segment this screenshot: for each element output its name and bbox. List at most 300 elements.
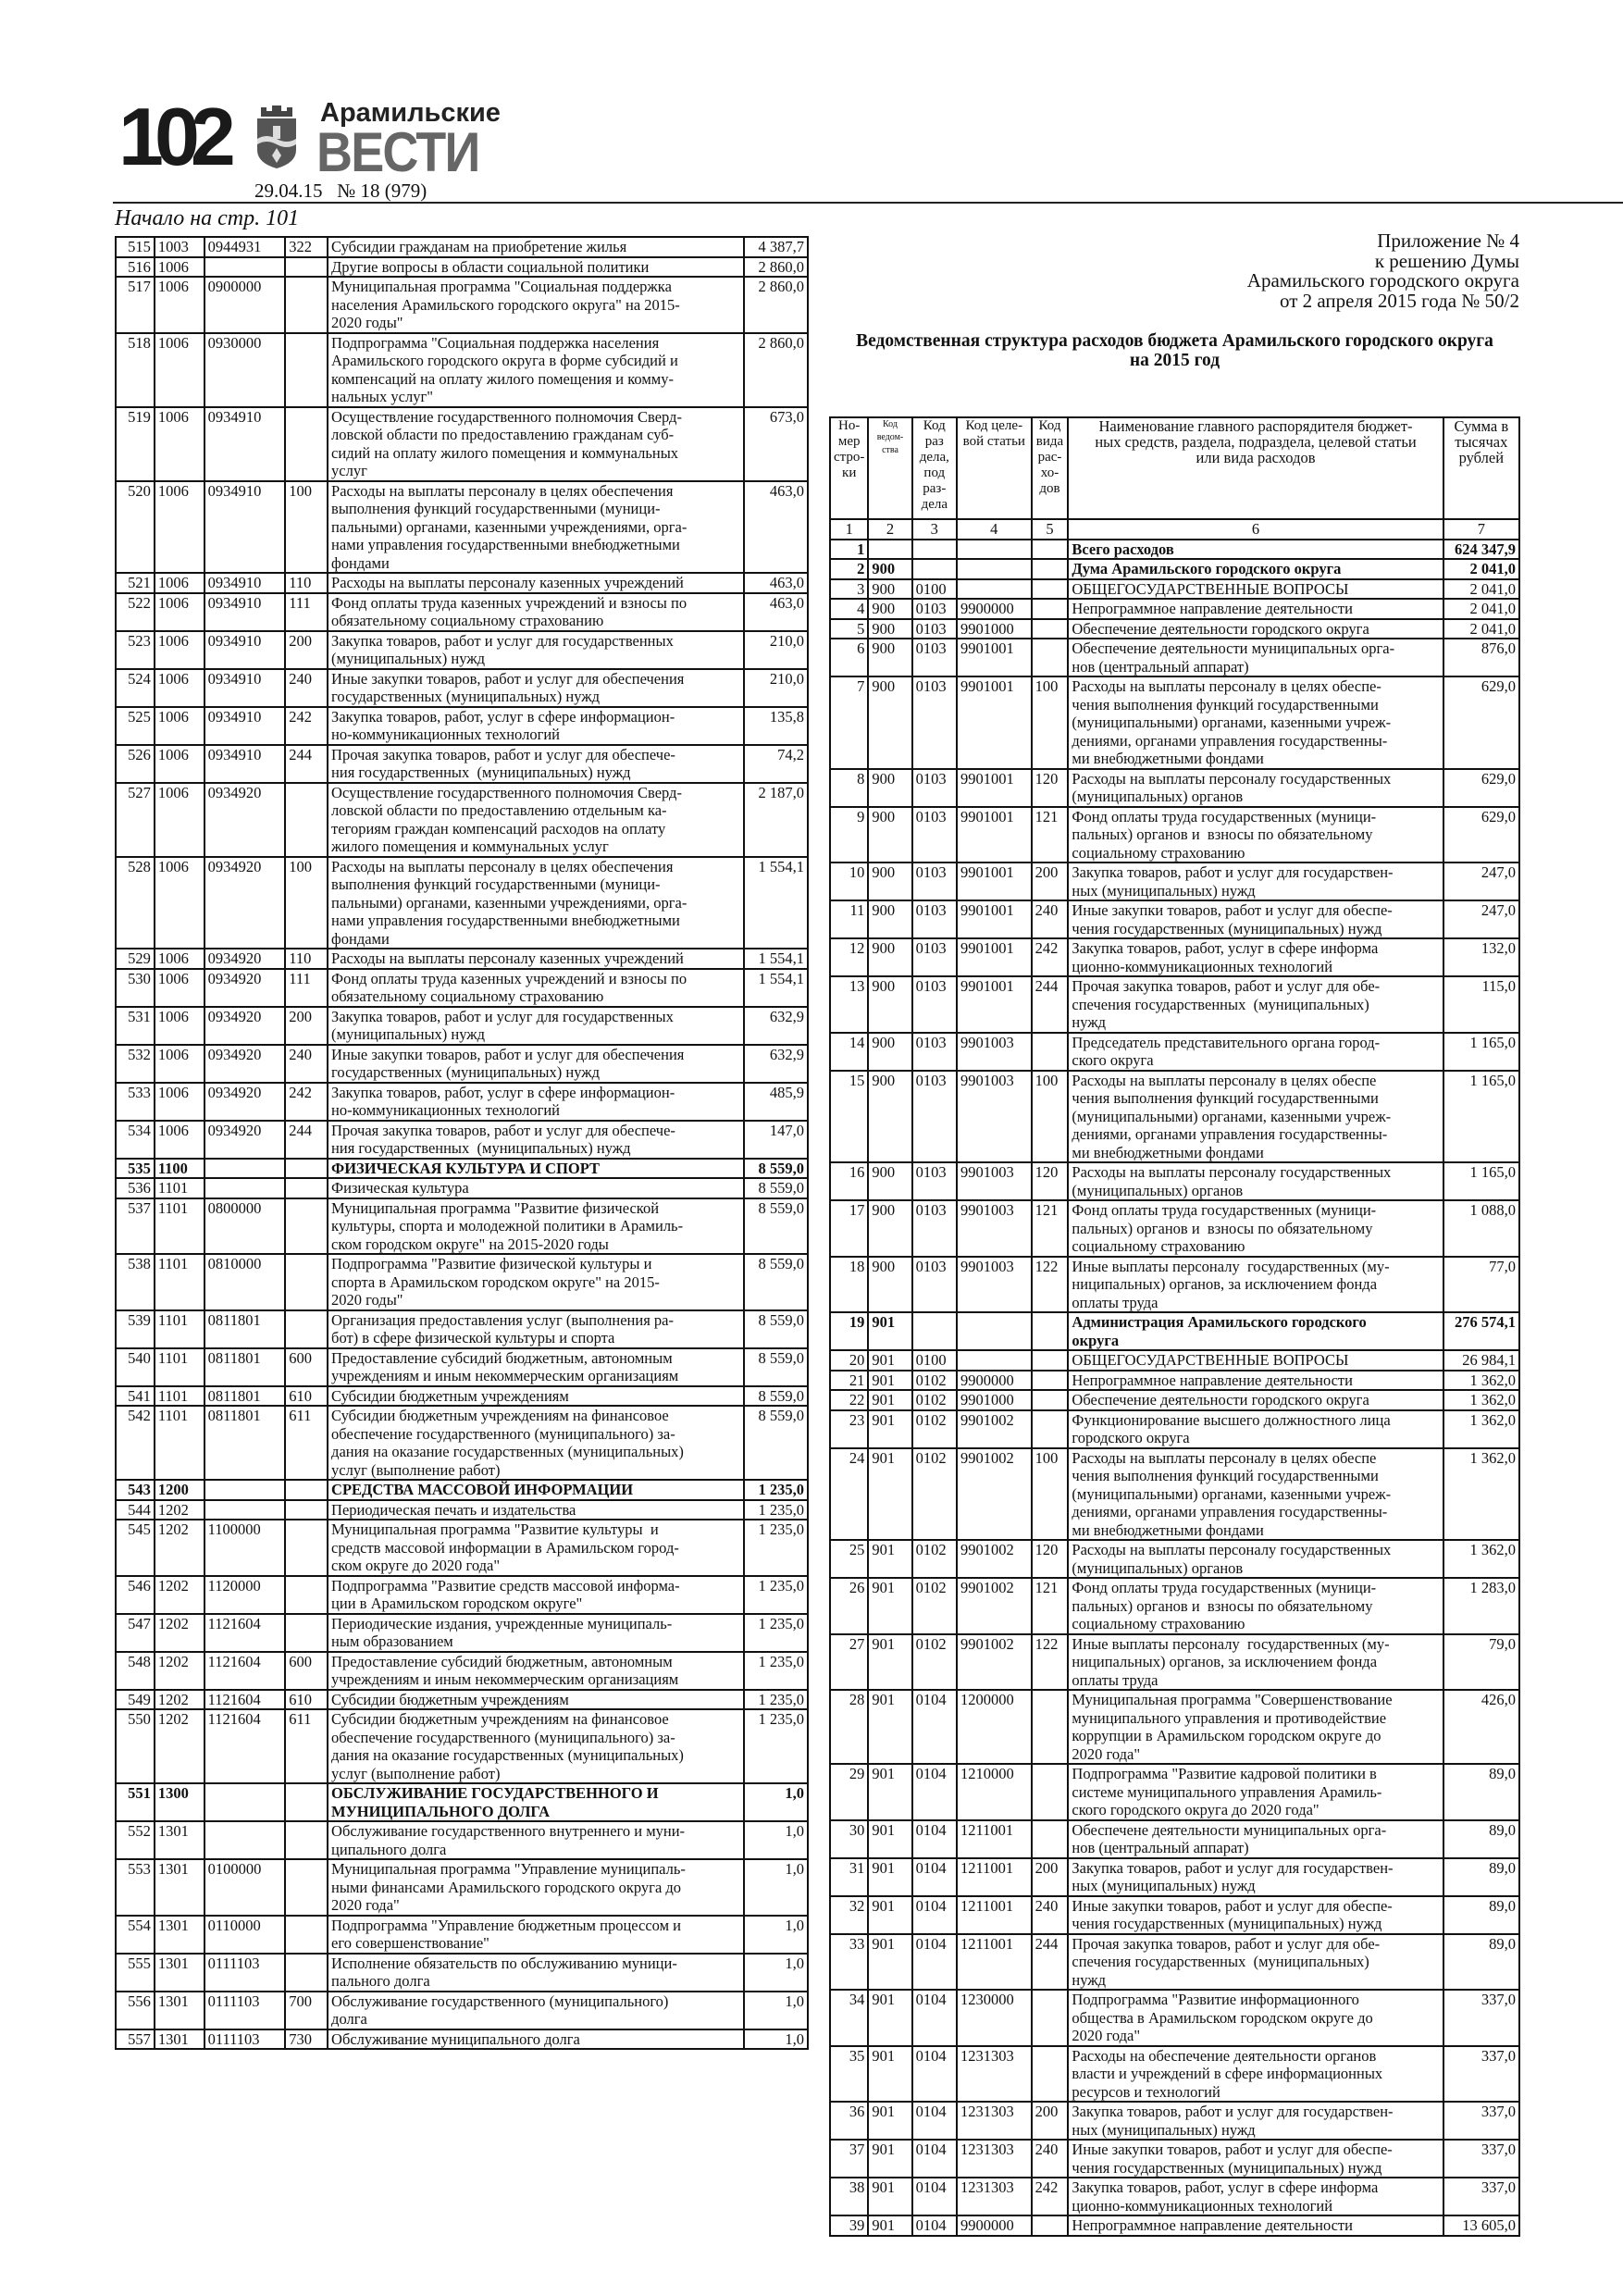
table-row [830,676,1519,769]
cell-name: ОБСЛУЖИВАНИЕ ГОСУДАРСТВЕННОГО И МУНИЦИПАЛЬНОГО ДОЛГА [328,1783,744,1821]
cell-name: Фонд оплаты труда казенных учреждений и взносы по обязательному социальному страхованию [328,969,744,1007]
cell-vr: 200 [1032,2102,1069,2140]
table-row [116,237,808,257]
cell-name: Периодические издания, учрежденные муниципаль- ным образованием [328,1614,744,1652]
right-budget-table [829,416,1520,2237]
cell-rz: 0102 [912,1540,957,1578]
cell-ved: 901 [868,1764,911,1820]
cell-csr: 9901001 [957,769,1032,807]
cell-vr: 100 [285,481,328,574]
cell-sum: 210,0 [744,631,808,669]
cell-sum: 1 235,0 [744,1614,808,1652]
cell-n: 535 [116,1159,155,1179]
header-cell: Но- мер стро- ки [830,417,868,519]
cell-n: 545 [116,1520,155,1576]
cell-sum: 1 362,0 [1443,1390,1519,1410]
cell-csr: 1210000 [957,1764,1032,1820]
cell-n: 556 [116,1992,155,2029]
cell-sum: 463,0 [744,593,808,631]
cell-csr: 0800000 [204,1198,286,1255]
cell-sum: 1 554,1 [744,969,808,1007]
cell-sum: 337,0 [1443,1990,1519,2046]
cell-ved: 901 [868,1540,911,1578]
cell-vr: 730 [285,2029,328,2050]
left-budget-table [115,236,809,2050]
cell-name: Фонд оплаты труда государственных (муници- пальных) органов и взносы по обязательному социальному страхованию [1068,807,1443,863]
cell-vr [285,1159,328,1179]
cell-csr [957,559,1032,579]
cell-ved: 901 [868,1410,911,1448]
cell-rz: 0103 [912,976,957,1033]
cell-name: Прочая закупка товаров, работ и услуг для обе- спечения государственных (муниципальных) нужд [1068,1934,1443,1991]
cell-csr: 0934910 [204,631,286,669]
cell-csr: 9901003 [957,1257,1032,1313]
cell-n: 550 [116,1709,155,1783]
cell-rz: 1301 [155,2029,204,2050]
cell-rz: 0103 [912,1200,957,1257]
cell-name: Обеспечение деятельности городского округа [1068,1390,1443,1410]
table-row [830,1820,1519,1858]
cell-n: 539 [116,1310,155,1348]
cell-rz: 1301 [155,1859,204,1916]
cell-name: Подпрограмма "Развитие кадровой политики в системе муниципального управления Арамиль- ского городского округа до 2020 года" [1068,1764,1443,1820]
cell-rz: 0103 [912,863,957,900]
table-row [116,631,808,669]
table-row [116,1159,808,1179]
table-row [116,1198,808,1255]
cell-csr: 1231303 [957,2178,1032,2215]
cell-rz: 1006 [155,257,204,278]
cell-name: Расходы на выплаты персоналу в целях обеспечения выполнения функций государственными (муници- пальными) органами, казенными учреждениями, орга- нами управления государственными внебюджетными фондами [328,857,744,949]
cell-name: Муниципальная программа "Развитие физической культуры, спорта и молодежной политики в Арамиль- ском городском округе" на 2015-2020 годы [328,1198,744,1255]
cell-n: 8 [830,769,868,807]
cell-vr: 111 [285,969,328,1007]
cell-ved: 901 [868,1990,911,2046]
cell-vr [1032,639,1069,676]
cell-n: 10 [830,863,868,900]
cell-name: ОБЩЕГОСУДАРСТВЕННЫЕ ВОПРОСЫ [1068,1350,1443,1371]
cell-vr [285,1916,328,1954]
table-row [830,2215,1519,2236]
cell-vr: 121 [1032,807,1069,863]
cell-n: 32 [830,1896,868,1934]
cell-csr: 1211001 [957,1858,1032,1896]
cell-name: Подпрограмма "Управление бюджетным процессом и его совершенствование" [328,1916,744,1954]
cell-rz: 1202 [155,1709,204,1783]
cell-ved: 901 [868,1858,911,1896]
cell-n: 524 [116,669,155,707]
table-row [116,783,808,857]
cell-name: Функционирование высшего должностного лица городского округа [1068,1410,1443,1448]
cell-sum: 135,8 [744,707,808,745]
cell-rz: 0103 [912,639,957,676]
cell-name: Прочая закупка товаров, работ и услуг для обе- спечения государственных (муниципальных) нужд [1068,976,1443,1033]
cell-ved: 900 [868,579,911,600]
cell-vr: 120 [1032,1162,1069,1200]
table-row [116,1310,808,1348]
cell-n: 2 [830,559,868,579]
cell-ved: 900 [868,1162,911,1200]
cell-vr: 240 [285,1045,328,1083]
cell-rz: 0104 [912,2178,957,2215]
cell-name: Непрограммное направление деятельности [1068,599,1443,619]
cell-sum: 1,0 [744,1954,808,1992]
cell-sum: 8 559,0 [744,1254,808,1310]
cell-name: Исполнение обязательств по обслуживанию муници- пального долга [328,1954,744,1992]
cell-ved: 901 [868,1371,911,1391]
cell-name: Расходы на обеспечение деятельности органов власти и учреждений в сфере информационных ресурсов и технологий [1068,2046,1443,2103]
cell-rz: 1006 [155,593,204,631]
cell-vr [285,1576,328,1614]
cell-ved: 900 [868,807,911,863]
cell-rz [912,559,957,579]
cell-sum: 624 347,9 [1443,540,1519,560]
cell-sum: 1 235,0 [744,1652,808,1690]
cell-rz: 0104 [912,1820,957,1858]
header-cell: Код вида рас- хо- дов [1032,417,1069,519]
cell-sum: 1 165,0 [1443,1033,1519,1071]
table-row [830,1858,1519,1896]
cell-n: 540 [116,1348,155,1386]
issue-date-number: 29.04.15 № 18 (979) [254,180,427,202]
cell-rz: 1006 [155,745,204,783]
cell-name: Закупка товаров, работ, услуг в сфере информа ционно-коммуникационных технологий [1068,938,1443,976]
cell-vr [1032,2215,1069,2236]
cell-vr: 121 [1032,1578,1069,1634]
cell-csr: 0111103 [204,1954,286,1992]
cell-rz: 1006 [155,333,204,407]
cell-csr: 9901001 [957,639,1032,676]
cell-rz: 1101 [155,1386,204,1407]
cell-sum: 147,0 [744,1121,808,1159]
cell-sum: 1,0 [744,1992,808,2029]
cell-n: 39 [830,2215,868,2236]
cell-csr [957,579,1032,600]
cell-vr: 700 [285,1992,328,2029]
table-row [830,1764,1519,1820]
annex-note [1247,231,1519,311]
cell-vr [1032,599,1069,619]
cell-sum: 629,0 [1443,676,1519,769]
cell-sum: 1 554,1 [744,949,808,969]
cell-name: Иные выплаты персоналу государственных (му- ниципальных) органов, за исключением фонда оплаты труда [1068,1257,1443,1313]
column-number: 4 [957,519,1032,540]
cell-n: 531 [116,1007,155,1045]
cell-csr: 1230000 [957,1990,1032,2046]
cell-n: 543 [116,1480,155,1500]
cell-sum: 26 984,1 [1443,1350,1519,1371]
cell-ved: 900 [868,1257,911,1313]
cell-sum: 8 559,0 [744,1178,808,1198]
cell-n: 553 [116,1859,155,1916]
cell-name: Иные закупки товаров, работ и услуг для обеспе- чения государственных (муниципальных) нужд [1068,2140,1443,2178]
table-row [116,257,808,278]
table-row [830,579,1519,600]
cell-rz: 0103 [912,938,957,976]
table-row [830,1257,1519,1313]
cell-sum: 426,0 [1443,1690,1519,1764]
coat-of-arms-icon [254,104,300,170]
table-row [116,2029,808,2050]
cell-name: Расходы на выплаты персоналу государственных (муниципальных) органов [1068,1162,1443,1200]
cell-rz: 0104 [912,1934,957,1991]
table-row [116,1406,808,1480]
cell-csr: 9901002 [957,1410,1032,1448]
cell-sum: 463,0 [744,481,808,574]
cell-vr: 240 [285,669,328,707]
cell-sum: 337,0 [1443,2140,1519,2178]
cell-ved: 900 [868,619,911,639]
table-row [830,1312,1519,1350]
cell-csr: 1211001 [957,1934,1032,1991]
cell-csr: 1231303 [957,2102,1032,2140]
cell-sum: 1 235,0 [744,1520,808,1576]
cell-csr: 0934910 [204,745,286,783]
cell-sum: 1 165,0 [1443,1071,1519,1163]
cell-csr: 1231303 [957,2140,1032,2178]
cell-sum: 1 362,0 [1443,1410,1519,1448]
cell-n: 527 [116,783,155,857]
cell-ved: 900 [868,639,911,676]
cell-name: Субсидии бюджетным учреждениям [328,1386,744,1407]
cell-rz: 1202 [155,1614,204,1652]
table-row [830,639,1519,676]
cell-rz: 0102 [912,1578,957,1634]
cell-n: 11 [830,900,868,938]
cell-rz [912,540,957,560]
cell-csr: 9901001 [957,676,1032,769]
cell-rz: 1301 [155,1954,204,1992]
cell-csr: 9901002 [957,1578,1032,1634]
cell-csr: 0934910 [204,407,286,481]
cell-name: Субсидии гражданам на приобретение жилья [328,237,744,257]
cell-name: Другие вопросы в области социальной политики [328,257,744,278]
table-row [116,1480,808,1500]
cell-sum: 276 574,1 [1443,1312,1519,1350]
cell-vr [285,783,328,857]
annex-line: от 2 апреля 2015 года № 50/2 [1279,289,1519,312]
cell-sum: 1 362,0 [1443,1371,1519,1391]
cell-sum: 77,0 [1443,1257,1519,1313]
cell-vr: 110 [285,573,328,593]
cell-n: 9 [830,807,868,863]
cell-n: 557 [116,2029,155,2050]
cell-ved: 901 [868,2215,911,2236]
cell-n: 21 [830,1371,868,1391]
cell-ved: 900 [868,1033,911,1071]
cell-ved: 901 [868,1448,911,1541]
cell-sum: 247,0 [1443,863,1519,900]
cell-csr: 9901002 [957,1540,1032,1578]
cell-csr: 0811801 [204,1348,286,1386]
cell-rz: 1200 [155,1480,204,1500]
cell-ved: 900 [868,863,911,900]
table-row [116,949,808,969]
cell-sum: 1 235,0 [744,1480,808,1500]
cell-n: 38 [830,2178,868,2215]
cell-n: 544 [116,1500,155,1520]
cell-vr [285,1254,328,1310]
cell-vr [1032,559,1069,579]
annex-line: Арамильского городского округа [1246,269,1519,292]
cell-sum: 2 041,0 [1443,579,1519,600]
cell-name: Предоставление субсидий бюджетным, автономным учреждениям и иным некоммерческим организациям [328,1348,744,1386]
cell-vr: 242 [285,1083,328,1121]
cell-csr: 1231303 [957,2046,1032,2103]
cell-n: 16 [830,1162,868,1200]
table-row [116,745,808,783]
cell-name: Администрация Арамильского городского округа [1068,1312,1443,1350]
cell-rz: 1006 [155,969,204,1007]
table-row [830,2140,1519,2178]
table-row [116,1916,808,1954]
cell-ved: 900 [868,676,911,769]
table-row [116,1520,808,1576]
cell-sum: 876,0 [1443,639,1519,676]
cell-n: 34 [830,1990,868,2046]
cell-n: 549 [116,1690,155,1710]
cell-ved: 901 [868,1312,911,1350]
cell-sum: 8 559,0 [744,1310,808,1348]
cell-n: 33 [830,1934,868,1991]
table-row [116,969,808,1007]
cell-ved: 901 [868,1634,911,1691]
annex-line: к решению Думы [1374,249,1519,272]
cell-vr [1032,540,1069,560]
cell-csr: 9900000 [957,599,1032,619]
cell-csr [204,257,286,278]
cell-name: Расходы на выплаты персоналу в целях обеспе- чения выполнения функций государственными (муниципальными) органами, казенными учреж- дениями, органами управления государственны- ми внебюджетными фондами [1068,676,1443,769]
cell-ved: 901 [868,1350,911,1371]
cell-rz: 1006 [155,783,204,857]
cell-name: Субсидии бюджетным учреждениям [328,1690,744,1710]
cell-name: Осуществление государственного полномочия Сверд- ловской области по предоставлению гражданам суб- сидий на оплату жилого помещения и коммунальных услуг [328,407,744,481]
header-divider [113,202,1623,204]
cell-csr: 1211001 [957,1896,1032,1934]
cell-n: 519 [116,407,155,481]
annex-line: Приложение № 4 [1377,230,1519,252]
cell-sum: 2 041,0 [1443,559,1519,579]
cell-rz: 0103 [912,900,957,938]
cell-rz: 1202 [155,1576,204,1614]
cell-csr: 9901000 [957,619,1032,639]
cell-rz: 1006 [155,857,204,949]
cell-name: Осуществление государственного полномочия Сверд- ловской области по предоставлению отдельным ка- тегориям граждан компенсаций расходов на оплату жилого помещения и коммунальных услуг [328,783,744,857]
cell-sum: 89,0 [1443,1858,1519,1896]
cell-csr: 1120000 [204,1576,286,1614]
table-row [830,1896,1519,1934]
cell-n: 19 [830,1312,868,1350]
cell-vr [285,1480,328,1500]
cell-name: Субсидии бюджетным учреждениям на финансовое обеспечение государственного (муниципального) за- дания на оказание государственных (муниципальных) услуг (выполнение работ) [328,1709,744,1783]
cell-rz: 0104 [912,2140,957,2178]
cell-csr: 9901001 [957,900,1032,938]
cell-sum: 13 605,0 [1443,2215,1519,2236]
table-row [830,1371,1519,1391]
cell-rz: 1202 [155,1652,204,1690]
cell-vr [285,1178,328,1198]
table-row [830,900,1519,938]
cell-name: Муниципальная программа "Развитие культуры и средств массовой информации в Арамильском город- ском округе до 2020 года" [328,1520,744,1576]
cell-sum: 1 283,0 [1443,1578,1519,1634]
cell-name: Предоставление субсидий бюджетным, автономным учреждениям и иным некоммерческим организациям [328,1652,744,1690]
cell-n: 7 [830,676,868,769]
continued-from-note: Начало на стр. 101 [115,206,300,230]
cell-sum: 8 559,0 [744,1198,808,1255]
table-row [830,1634,1519,1691]
cell-vr: 110 [285,949,328,969]
cell-n: 28 [830,1690,868,1764]
cell-vr: 242 [1032,938,1069,976]
cell-rz: 0103 [912,1071,957,1163]
table-row [116,1348,808,1386]
cell-n: 528 [116,857,155,949]
cell-rz: 1006 [155,277,204,333]
cell-sum: 1 235,0 [744,1690,808,1710]
cell-sum: 89,0 [1443,1934,1519,1991]
cell-vr: 244 [285,1121,328,1159]
column-number: 3 [912,519,957,540]
cell-csr: 1200000 [957,1690,1032,1764]
cell-rz: 0103 [912,676,957,769]
cell-csr [957,540,1032,560]
page-number: 102 [118,100,227,174]
cell-sum: 89,0 [1443,1764,1519,1820]
cell-name: Закупка товаров, работ, услуг в сфере информацион- но-коммуникационных технологий [328,707,744,745]
cell-csr [204,1480,286,1500]
cell-n: 548 [116,1652,155,1690]
table-row [116,593,808,631]
cell-vr: 240 [1032,1896,1069,1934]
cell-rz: 1101 [155,1178,204,1198]
cell-ved: 900 [868,559,911,579]
cell-rz: 0104 [912,1764,957,1820]
cell-ved: 901 [868,2102,911,2140]
cell-sum: 337,0 [1443,2102,1519,2140]
cell-rz: 0104 [912,1896,957,1934]
cell-n: 18 [830,1257,868,1313]
cell-sum: 1 362,0 [1443,1540,1519,1578]
cell-ved: 900 [868,599,911,619]
cell-csr: 0111103 [204,1992,286,2029]
cell-name: Закупка товаров, работ и услуг для государствен- ных (муниципальных) нужд [1068,2102,1443,2140]
cell-rz: 1006 [155,631,204,669]
cell-rz: 0100 [912,579,957,600]
cell-vr: 122 [1032,1257,1069,1313]
cell-vr: 120 [1032,1540,1069,1578]
cell-vr: 600 [285,1652,328,1690]
cell-name: Дума Арамильского городского округа [1068,559,1443,579]
table-row [116,1045,808,1083]
cell-n: 13 [830,976,868,1033]
cell-csr [204,1159,286,1179]
cell-name: Субсидии бюджетным учреждениям на финансовое обеспечение государственного (муниципального) за- дания на оказание государственных (муниципальных) услуг (выполнение работ) [328,1406,744,1480]
cell-n: 37 [830,2140,868,2178]
cell-n: 12 [830,938,868,976]
cell-rz: 1301 [155,1916,204,1954]
cell-n: 537 [116,1198,155,1255]
cell-rz: 1003 [155,237,204,257]
table-row [830,1350,1519,1371]
table-row [116,481,808,574]
cell-csr: 0934910 [204,481,286,574]
table-row [830,1540,1519,1578]
table-row [116,1954,808,1992]
cell-name: Муниципальная программа "Социальная поддержка населения Арамильского городского округа" на 2015- 2020 годы" [328,277,744,333]
cell-rz: 1006 [155,669,204,707]
cell-name: Муниципальная программа "Совершенствование муниципального управления и противодействие коррупции в Арамильском городском округе до 2020 года" [1068,1690,1443,1764]
table-row [830,1410,1519,1448]
